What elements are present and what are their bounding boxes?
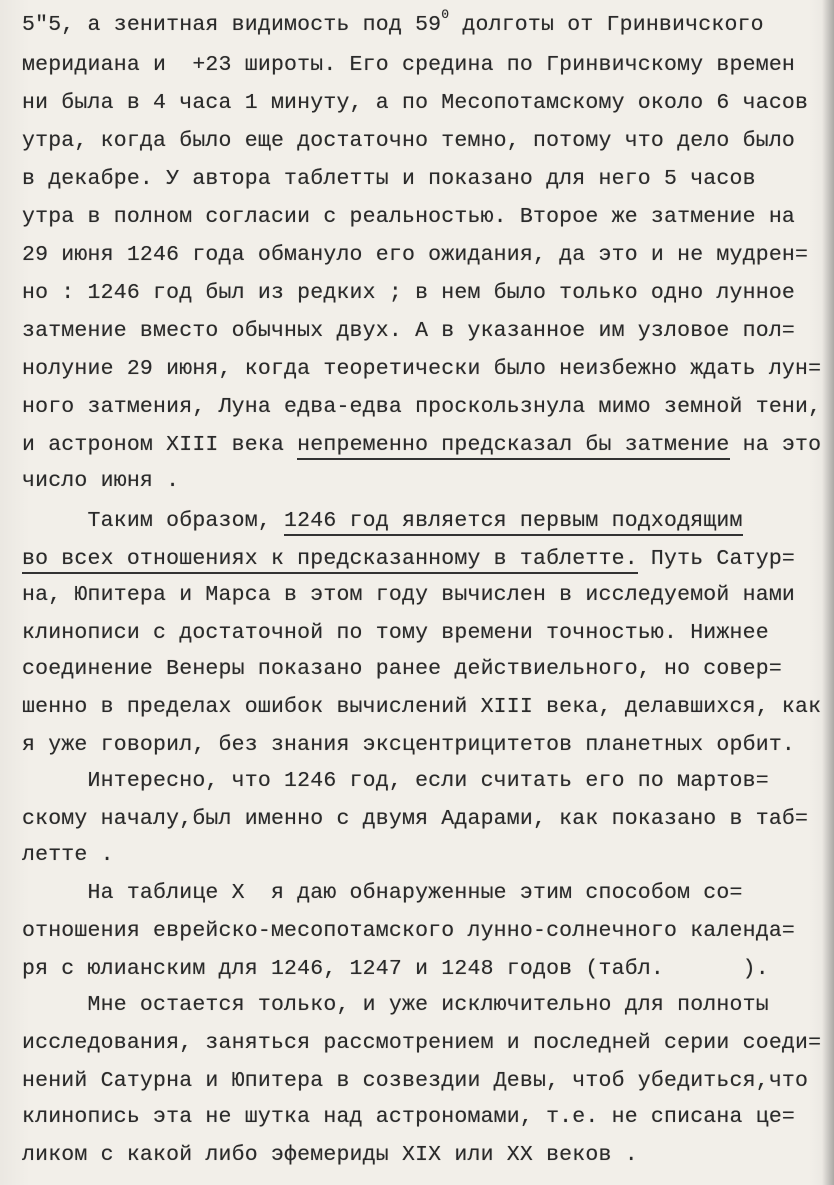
underlined-phrase: во всех отношениях к предсказанному в таблетте.: [22, 547, 638, 574]
text-line-3: ни была в 4 часа 1 минуту, а по Месопотамскому около 6 часов: [22, 91, 809, 115]
page-edge-shadow: [822, 0, 834, 1185]
text-line-28: исследования, заняться рассмотрением и последней серии соеди=: [22, 1031, 822, 1055]
text-line-23: летте .: [22, 843, 114, 867]
text-line-12: и астроном XIII века непременно предсказал бы затмение на это: [22, 430, 821, 460]
text-line-22: скому началу,был именно с двумя Адарами, как показано в таб=: [22, 807, 809, 831]
text-line-20: я уже говорил, без знания эксцентрицитетов планетных орбит.: [22, 733, 796, 757]
text-line-17: клинописи с достаточной по тому времени точностью. Нижнее: [22, 621, 769, 645]
text-line-18: соединение Венеры показано ранее действиельного, но совер=: [22, 657, 782, 681]
text-line-14: Таким образом, 1246 год является первым подходящим: [22, 506, 743, 536]
text-line-8: но : 1246 год был из редких ; в нем было только одно лунное: [22, 281, 796, 305]
text-line-15: во всех отношениях к предсказанному в таблетте. Путь Сатур=: [22, 544, 795, 574]
text-line-30: клинопись эта не шутка над астрономами, т.е. не списана це=: [22, 1105, 796, 1129]
text-line-7: 29 июня 1246 года обмануло его ожидания, да это и не мудрен=: [22, 243, 809, 267]
text-line-11: ного затмения, Луна едва-едва проскользнула мимо земной тени,: [22, 395, 822, 419]
text-line-4: утра, когда было еще достаточно темно, потому что дело было: [22, 129, 796, 153]
text-line-19: шенно в пределах ошибок вычислений XIII века, делавшихся, как: [22, 695, 822, 719]
degree-superscript: 0: [441, 7, 450, 22]
text-line-25: отношения еврейско-месопотамского лунно-солнечного календа=: [22, 919, 796, 943]
text-line-24: На таблице X я даю обнаруженные этим способом со=: [22, 881, 743, 905]
text-line-5: в декабре. У автора таблетты и показано для него 5 часов: [22, 167, 756, 191]
underlined-phrase: 1246 год является первым подходящим: [284, 509, 743, 536]
text-line-2: меридиана и +23 широты. Его средина по Гринвичскому времен: [22, 53, 796, 77]
text-line-27: Мне остается только, и уже исключительно для полноты: [22, 993, 769, 1017]
text-line-16: на, Юпитера и Марса в этом году вычислен в исследуемой нами: [22, 583, 796, 607]
text-line-1: 5"5, а зенитная видимость под $59^0$ долготы от Гринвичского: [22, 7, 764, 37]
text-line-26: ря с юлианским для 1246, 1247 и 1248 годов (табл. ).: [22, 957, 769, 981]
text-line-31: ликом с какой либо эфемериды XIX или XX веков .: [22, 1143, 638, 1167]
text-line-6: утра в полном согласии с реальностью. Второе же затмение на: [22, 205, 796, 229]
text-line-29: нений Сатурна и Юпитера в созвездии Девы, чтоб убедиться,что: [22, 1069, 809, 1093]
text-line-10: нолуние 29 июня, когда теоретически было неизбежно ждать лун=: [22, 357, 822, 381]
text-line-21: Интересно, что 1246 год, если считать его по мартов=: [22, 769, 769, 793]
text-line-9: затмение вместо обычных двух. А в указанное им узловое пол=: [22, 319, 796, 343]
text-line-13: число июня .: [22, 469, 180, 493]
underlined-phrase: непременно предсказал бы затмение: [297, 433, 729, 460]
